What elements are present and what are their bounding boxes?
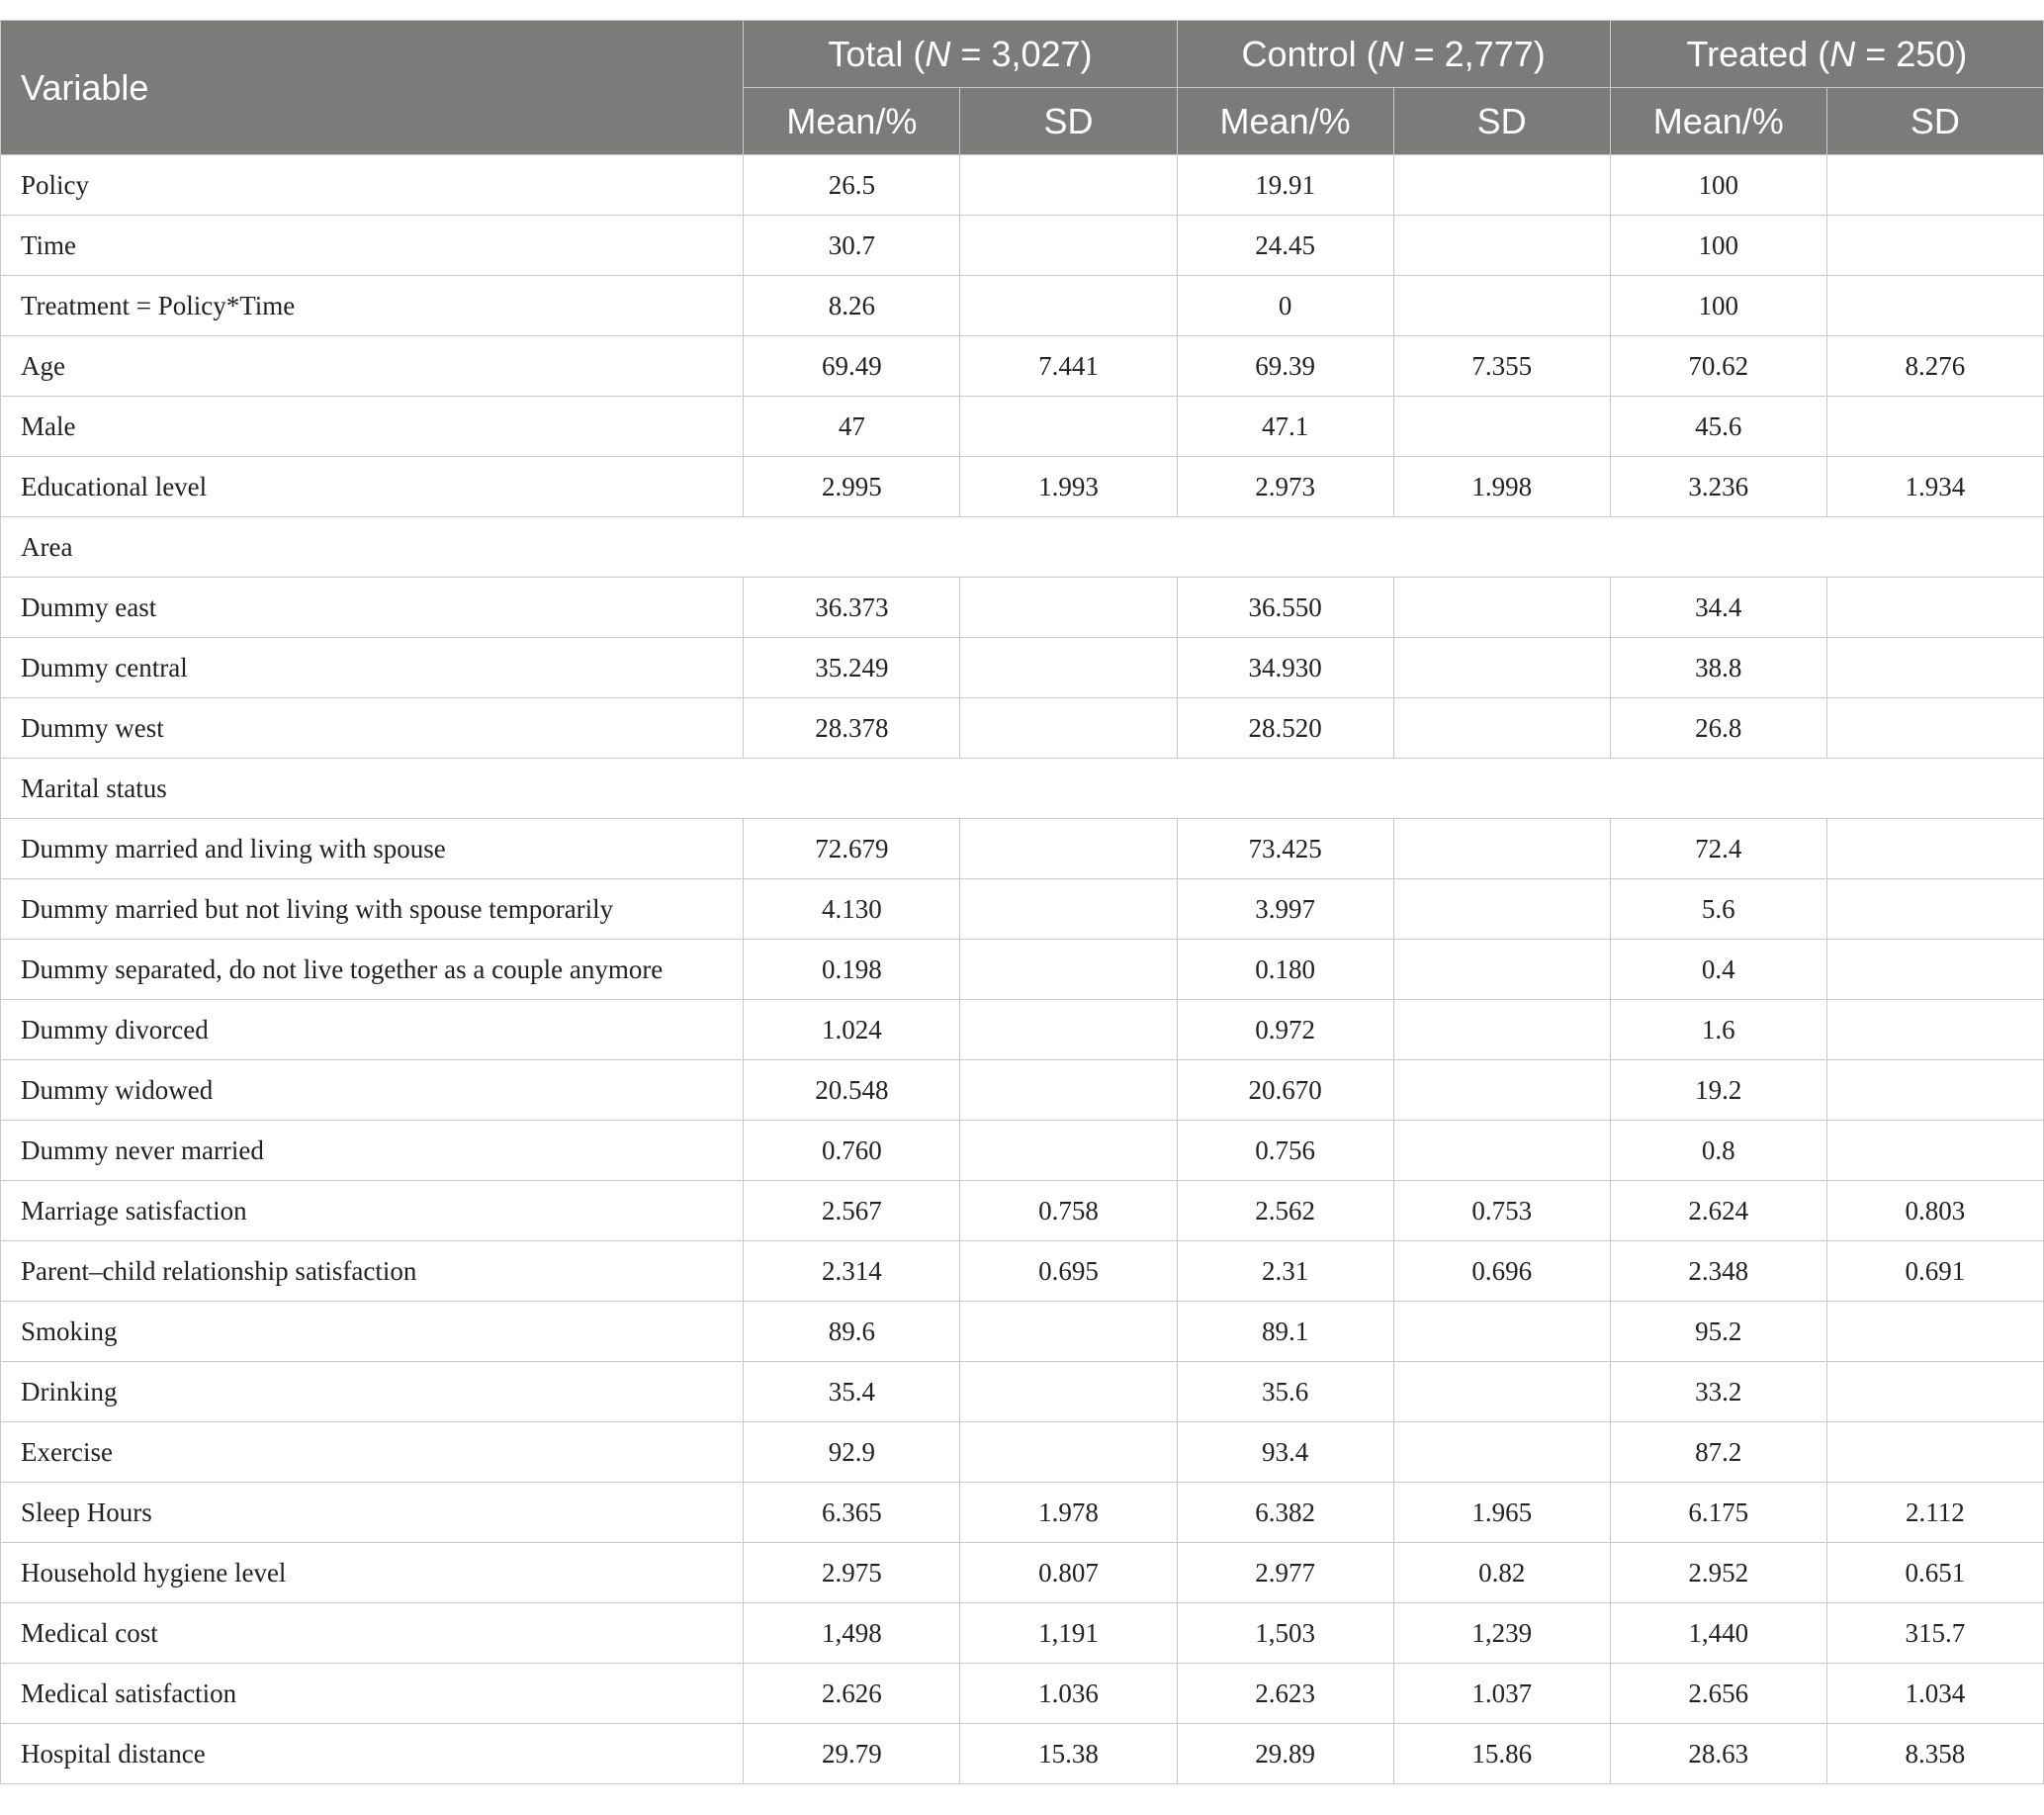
table-row: [1, 879, 2044, 940]
variable-label: Educational level: [1, 457, 744, 517]
cell-control-sd: [1393, 1362, 1610, 1422]
variable-label: Dummy widowed: [1, 1060, 744, 1121]
cell-treated-sd: 2.112: [1826, 1483, 2043, 1543]
cell-total-mean: 28.378: [744, 698, 960, 759]
cell-control-mean: 3.997: [1177, 879, 1393, 940]
variable-label: Smoking: [1, 1302, 744, 1362]
treated-n-value: = 250): [1855, 33, 1968, 74]
cell-treated-mean: 1.6: [1610, 1000, 1826, 1060]
cell-treated-mean: 72.4: [1610, 819, 1826, 879]
cell-control-mean: 0.180: [1177, 940, 1393, 1000]
cell-treated-sd: 0.803: [1826, 1181, 2043, 1241]
cell-treated-sd: [1826, 1121, 2043, 1181]
cell-treated-mean: 0.4: [1610, 940, 1826, 1000]
cell-total-sd: [960, 1362, 1177, 1422]
cell-control-mean: 19.91: [1177, 155, 1393, 216]
cell-total-sd: [960, 698, 1177, 759]
cell-control-mean: 24.45: [1177, 216, 1393, 276]
cell-total-mean: 0.760: [744, 1121, 960, 1181]
cell-control-mean: 34.930: [1177, 638, 1393, 698]
treated-group-name: Treated: [1686, 33, 1809, 74]
cell-total-mean: 30.7: [744, 216, 960, 276]
cell-control-mean: 35.6: [1177, 1362, 1393, 1422]
table-row: [1, 1302, 2044, 1362]
cell-treated-sd: 0.691: [1826, 1241, 2043, 1302]
cell-treated-sd: [1826, 638, 2043, 698]
cell-treated-mean: 45.6: [1610, 397, 1826, 457]
cell-total-sd: [960, 1422, 1177, 1483]
cell-total-mean: 92.9: [744, 1422, 960, 1483]
variable-label: Dummy central: [1, 638, 744, 698]
control-group-name: Control: [1241, 33, 1357, 74]
cell-total-sd: 1.978: [960, 1483, 1177, 1543]
cell-control-sd: [1393, 1302, 1610, 1362]
cell-control-sd: [1393, 879, 1610, 940]
cell-control-mean: 0: [1177, 276, 1393, 336]
cell-total-mean: 6.365: [744, 1483, 960, 1543]
cell-treated-mean: 19.2: [1610, 1060, 1826, 1121]
cell-control-sd: 15.86: [1393, 1724, 1610, 1784]
cell-total-sd: [960, 940, 1177, 1000]
total-n-value: = 3,027): [950, 33, 1093, 74]
section-row: [1, 517, 2044, 578]
cell-total-sd: [960, 1121, 1177, 1181]
cell-total-mean: 35.249: [744, 638, 960, 698]
table-row: [1, 1060, 2044, 1121]
cell-total-mean: 2.995: [744, 457, 960, 517]
cell-total-sd: [960, 819, 1177, 879]
cell-total-mean: 2.314: [744, 1241, 960, 1302]
cell-control-mean: 69.39: [1177, 336, 1393, 397]
cell-control-sd: [1393, 1422, 1610, 1483]
cell-control-sd: 1.998: [1393, 457, 1610, 517]
table-row: [1, 698, 2044, 759]
cell-total-sd: [960, 397, 1177, 457]
variable-column-header: Variable: [1, 21, 744, 155]
cell-treated-mean: 95.2: [1610, 1302, 1826, 1362]
cell-control-sd: [1393, 940, 1610, 1000]
table-row: [1, 1362, 2044, 1422]
control-n-prefix: (: [1366, 33, 1378, 74]
cell-control-mean: 2.623: [1177, 1664, 1393, 1724]
cell-control-sd: [1393, 1000, 1610, 1060]
cell-control-mean: 2.977: [1177, 1543, 1393, 1603]
cell-total-mean: 1.024: [744, 1000, 960, 1060]
cell-control-sd: [1393, 397, 1610, 457]
table-row: [1, 1121, 2044, 1181]
variable-label: Dummy never married: [1, 1121, 744, 1181]
cell-total-sd: [960, 1000, 1177, 1060]
cell-total-mean: 89.6: [744, 1302, 960, 1362]
cell-total-mean: 35.4: [744, 1362, 960, 1422]
table-row: [1, 155, 2044, 216]
cell-treated-sd: 8.358: [1826, 1724, 2043, 1784]
cell-treated-sd: [1826, 1000, 2043, 1060]
variable-label: Sleep Hours: [1, 1483, 744, 1543]
table-row: [1, 1000, 2044, 1060]
control-n-value: = 2,777): [1403, 33, 1546, 74]
cell-control-sd: [1393, 819, 1610, 879]
cell-total-sd: [960, 638, 1177, 698]
cell-total-mean: 2.567: [744, 1181, 960, 1241]
cell-treated-sd: [1826, 578, 2043, 638]
cell-treated-mean: 5.6: [1610, 879, 1826, 940]
variable-label: Dummy separated, do not live together as a couple anymore: [1, 940, 744, 1000]
cell-control-sd: 0.82: [1393, 1543, 1610, 1603]
variable-label: Exercise: [1, 1422, 744, 1483]
cell-total-mean: 2.975: [744, 1543, 960, 1603]
table-row: [1, 1543, 2044, 1603]
cell-control-mean: 0.756: [1177, 1121, 1393, 1181]
cell-control-sd: [1393, 1060, 1610, 1121]
cell-control-sd: 1,239: [1393, 1603, 1610, 1664]
cell-control-mean: 73.425: [1177, 819, 1393, 879]
table-row: [1, 457, 2044, 517]
cell-control-sd: [1393, 698, 1610, 759]
cell-total-sd: 1.993: [960, 457, 1177, 517]
table-row: [1, 1603, 2044, 1664]
cell-treated-sd: [1826, 1302, 2043, 1362]
section-label: Area: [1, 517, 2044, 578]
total-n-label: N: [925, 33, 951, 74]
cell-total-sd: 15.38: [960, 1724, 1177, 1784]
cell-control-mean: 47.1: [1177, 397, 1393, 457]
cell-treated-sd: [1826, 276, 2043, 336]
cell-control-sd: [1393, 578, 1610, 638]
total-group-name: Total: [828, 33, 904, 74]
table-row: [1, 1483, 2044, 1543]
cell-treated-mean: 3.236: [1610, 457, 1826, 517]
cell-treated-mean: 2.348: [1610, 1241, 1826, 1302]
cell-total-sd: [960, 276, 1177, 336]
cell-treated-mean: 26.8: [1610, 698, 1826, 759]
variable-label: Hospital distance: [1, 1724, 744, 1784]
table-row: [1, 397, 2044, 457]
cell-total-mean: 69.49: [744, 336, 960, 397]
cell-treated-sd: 1.034: [1826, 1664, 2043, 1724]
table-row: [1, 276, 2044, 336]
cell-treated-sd: [1826, 1362, 2043, 1422]
table-row: [1, 638, 2044, 698]
cell-control-mean: 89.1: [1177, 1302, 1393, 1362]
table-row: [1, 1724, 2044, 1784]
table-row: [1, 819, 2044, 879]
cell-control-mean: 6.382: [1177, 1483, 1393, 1543]
table-row: [1, 1181, 2044, 1241]
cell-control-mean: 2.562: [1177, 1181, 1393, 1241]
cell-treated-sd: [1826, 155, 2043, 216]
cell-treated-mean: 38.8: [1610, 638, 1826, 698]
cell-total-sd: 0.758: [960, 1181, 1177, 1241]
cell-total-mean: 20.548: [744, 1060, 960, 1121]
cell-treated-mean: 1,440: [1610, 1603, 1826, 1664]
variable-label: Household hygiene level: [1, 1543, 744, 1603]
cell-treated-sd: [1826, 819, 2043, 879]
treated-n-label: N: [1829, 33, 1856, 74]
cell-treated-sd: [1826, 216, 2043, 276]
table-row: [1, 216, 2044, 276]
cell-treated-mean: 34.4: [1610, 578, 1826, 638]
cell-treated-mean: 6.175: [1610, 1483, 1826, 1543]
variable-label: Male: [1, 397, 744, 457]
control-n-label: N: [1377, 33, 1404, 74]
cell-total-sd: [960, 1302, 1177, 1362]
total-mean-header: Mean/%: [744, 88, 960, 155]
cell-total-sd: [960, 879, 1177, 940]
cell-total-mean: 4.130: [744, 879, 960, 940]
cell-treated-mean: 2.952: [1610, 1543, 1826, 1603]
cell-treated-mean: 100: [1610, 216, 1826, 276]
cell-total-sd: [960, 155, 1177, 216]
variable-label: Dummy west: [1, 698, 744, 759]
cell-treated-mean: 70.62: [1610, 336, 1826, 397]
cell-total-mean: 29.79: [744, 1724, 960, 1784]
total-group-header: [744, 21, 1177, 88]
section-label: Marital status: [1, 759, 2044, 819]
cell-control-mean: 29.89: [1177, 1724, 1393, 1784]
cell-control-mean: 1,503: [1177, 1603, 1393, 1664]
cell-treated-mean: 2.656: [1610, 1664, 1826, 1724]
cell-control-sd: 1.965: [1393, 1483, 1610, 1543]
cell-treated-mean: 100: [1610, 276, 1826, 336]
cell-total-sd: 1,191: [960, 1603, 1177, 1664]
cell-treated-sd: [1826, 1060, 2043, 1121]
cell-total-mean: 1,498: [744, 1603, 960, 1664]
cell-control-mean: 36.550: [1177, 578, 1393, 638]
section-row: [1, 759, 2044, 819]
cell-control-sd: [1393, 276, 1610, 336]
cell-treated-mean: 100: [1610, 155, 1826, 216]
table-row: [1, 336, 2044, 397]
cell-total-mean: 72.679: [744, 819, 960, 879]
variable-label: Time: [1, 216, 744, 276]
cell-treated-sd: [1826, 940, 2043, 1000]
table-body: [1, 155, 2044, 1784]
treated-mean-header: Mean/%: [1610, 88, 1826, 155]
variable-label: Marriage satisfaction: [1, 1181, 744, 1241]
treated-n-prefix: (: [1818, 33, 1830, 74]
table-row: [1, 1241, 2044, 1302]
cell-treated-sd: 0.651: [1826, 1543, 2043, 1603]
cell-control-sd: 1.037: [1393, 1664, 1610, 1724]
cell-treated-mean: 33.2: [1610, 1362, 1826, 1422]
cell-control-mean: 28.520: [1177, 698, 1393, 759]
cell-total-sd: [960, 1060, 1177, 1121]
cell-treated-sd: [1826, 879, 2043, 940]
cell-total-mean: 26.5: [744, 155, 960, 216]
control-sd-header: SD: [1393, 88, 1610, 155]
cell-control-mean: 93.4: [1177, 1422, 1393, 1483]
variable-label: Dummy married and living with spouse: [1, 819, 744, 879]
cell-control-mean: 2.973: [1177, 457, 1393, 517]
variable-label: Dummy east: [1, 578, 744, 638]
cell-treated-sd: [1826, 698, 2043, 759]
total-sd-header: SD: [960, 88, 1177, 155]
cell-total-mean: 47: [744, 397, 960, 457]
variable-label: Treatment = Policy*Time: [1, 276, 744, 336]
variable-label: Medical cost: [1, 1603, 744, 1664]
variable-label: Policy: [1, 155, 744, 216]
cell-total-sd: 1.036: [960, 1664, 1177, 1724]
treated-group-header: [1610, 21, 2043, 88]
table-header: [1, 21, 2044, 155]
cell-treated-sd: 315.7: [1826, 1603, 2043, 1664]
variable-label: Drinking: [1, 1362, 744, 1422]
cell-total-mean: 0.198: [744, 940, 960, 1000]
cell-control-sd: [1393, 638, 1610, 698]
cell-treated-sd: [1826, 1422, 2043, 1483]
table-row: [1, 1664, 2044, 1724]
descriptive-statistics-table-wrap: [0, 20, 2044, 1784]
cell-total-mean: 2.626: [744, 1664, 960, 1724]
total-n-prefix: (: [913, 33, 926, 74]
cell-control-mean: 20.670: [1177, 1060, 1393, 1121]
cell-total-sd: [960, 578, 1177, 638]
cell-total-sd: [960, 216, 1177, 276]
cell-control-sd: 0.753: [1393, 1181, 1610, 1241]
table-row: [1, 1422, 2044, 1483]
cell-total-sd: 0.695: [960, 1241, 1177, 1302]
cell-treated-mean: 0.8: [1610, 1121, 1826, 1181]
table-row: [1, 940, 2044, 1000]
cell-control-sd: 7.355: [1393, 336, 1610, 397]
cell-treated-mean: 28.63: [1610, 1724, 1826, 1784]
cell-control-mean: 2.31: [1177, 1241, 1393, 1302]
variable-label: Age: [1, 336, 744, 397]
cell-control-sd: [1393, 1121, 1610, 1181]
control-group-header: [1177, 21, 1610, 88]
control-mean-header: Mean/%: [1177, 88, 1393, 155]
variable-label: Dummy married but not living with spouse temporarily: [1, 879, 744, 940]
header-row-groups: [1, 21, 2044, 88]
treated-sd-header: SD: [1826, 88, 2043, 155]
descriptive-statistics-table: [0, 20, 2044, 1784]
cell-treated-sd: [1826, 397, 2043, 457]
variable-label: Dummy divorced: [1, 1000, 744, 1060]
cell-total-mean: 8.26: [744, 276, 960, 336]
cell-treated-sd: 8.276: [1826, 336, 2043, 397]
cell-control-sd: [1393, 155, 1610, 216]
variable-label: Parent–child relationship satisfaction: [1, 1241, 744, 1302]
cell-control-sd: 0.696: [1393, 1241, 1610, 1302]
cell-treated-mean: 87.2: [1610, 1422, 1826, 1483]
cell-treated-mean: 2.624: [1610, 1181, 1826, 1241]
table-row: [1, 578, 2044, 638]
cell-control-mean: 0.972: [1177, 1000, 1393, 1060]
cell-control-sd: [1393, 216, 1610, 276]
cell-total-sd: 7.441: [960, 336, 1177, 397]
variable-label: Medical satisfaction: [1, 1664, 744, 1724]
cell-total-sd: 0.807: [960, 1543, 1177, 1603]
cell-treated-sd: 1.934: [1826, 457, 2043, 517]
cell-total-mean: 36.373: [744, 578, 960, 638]
